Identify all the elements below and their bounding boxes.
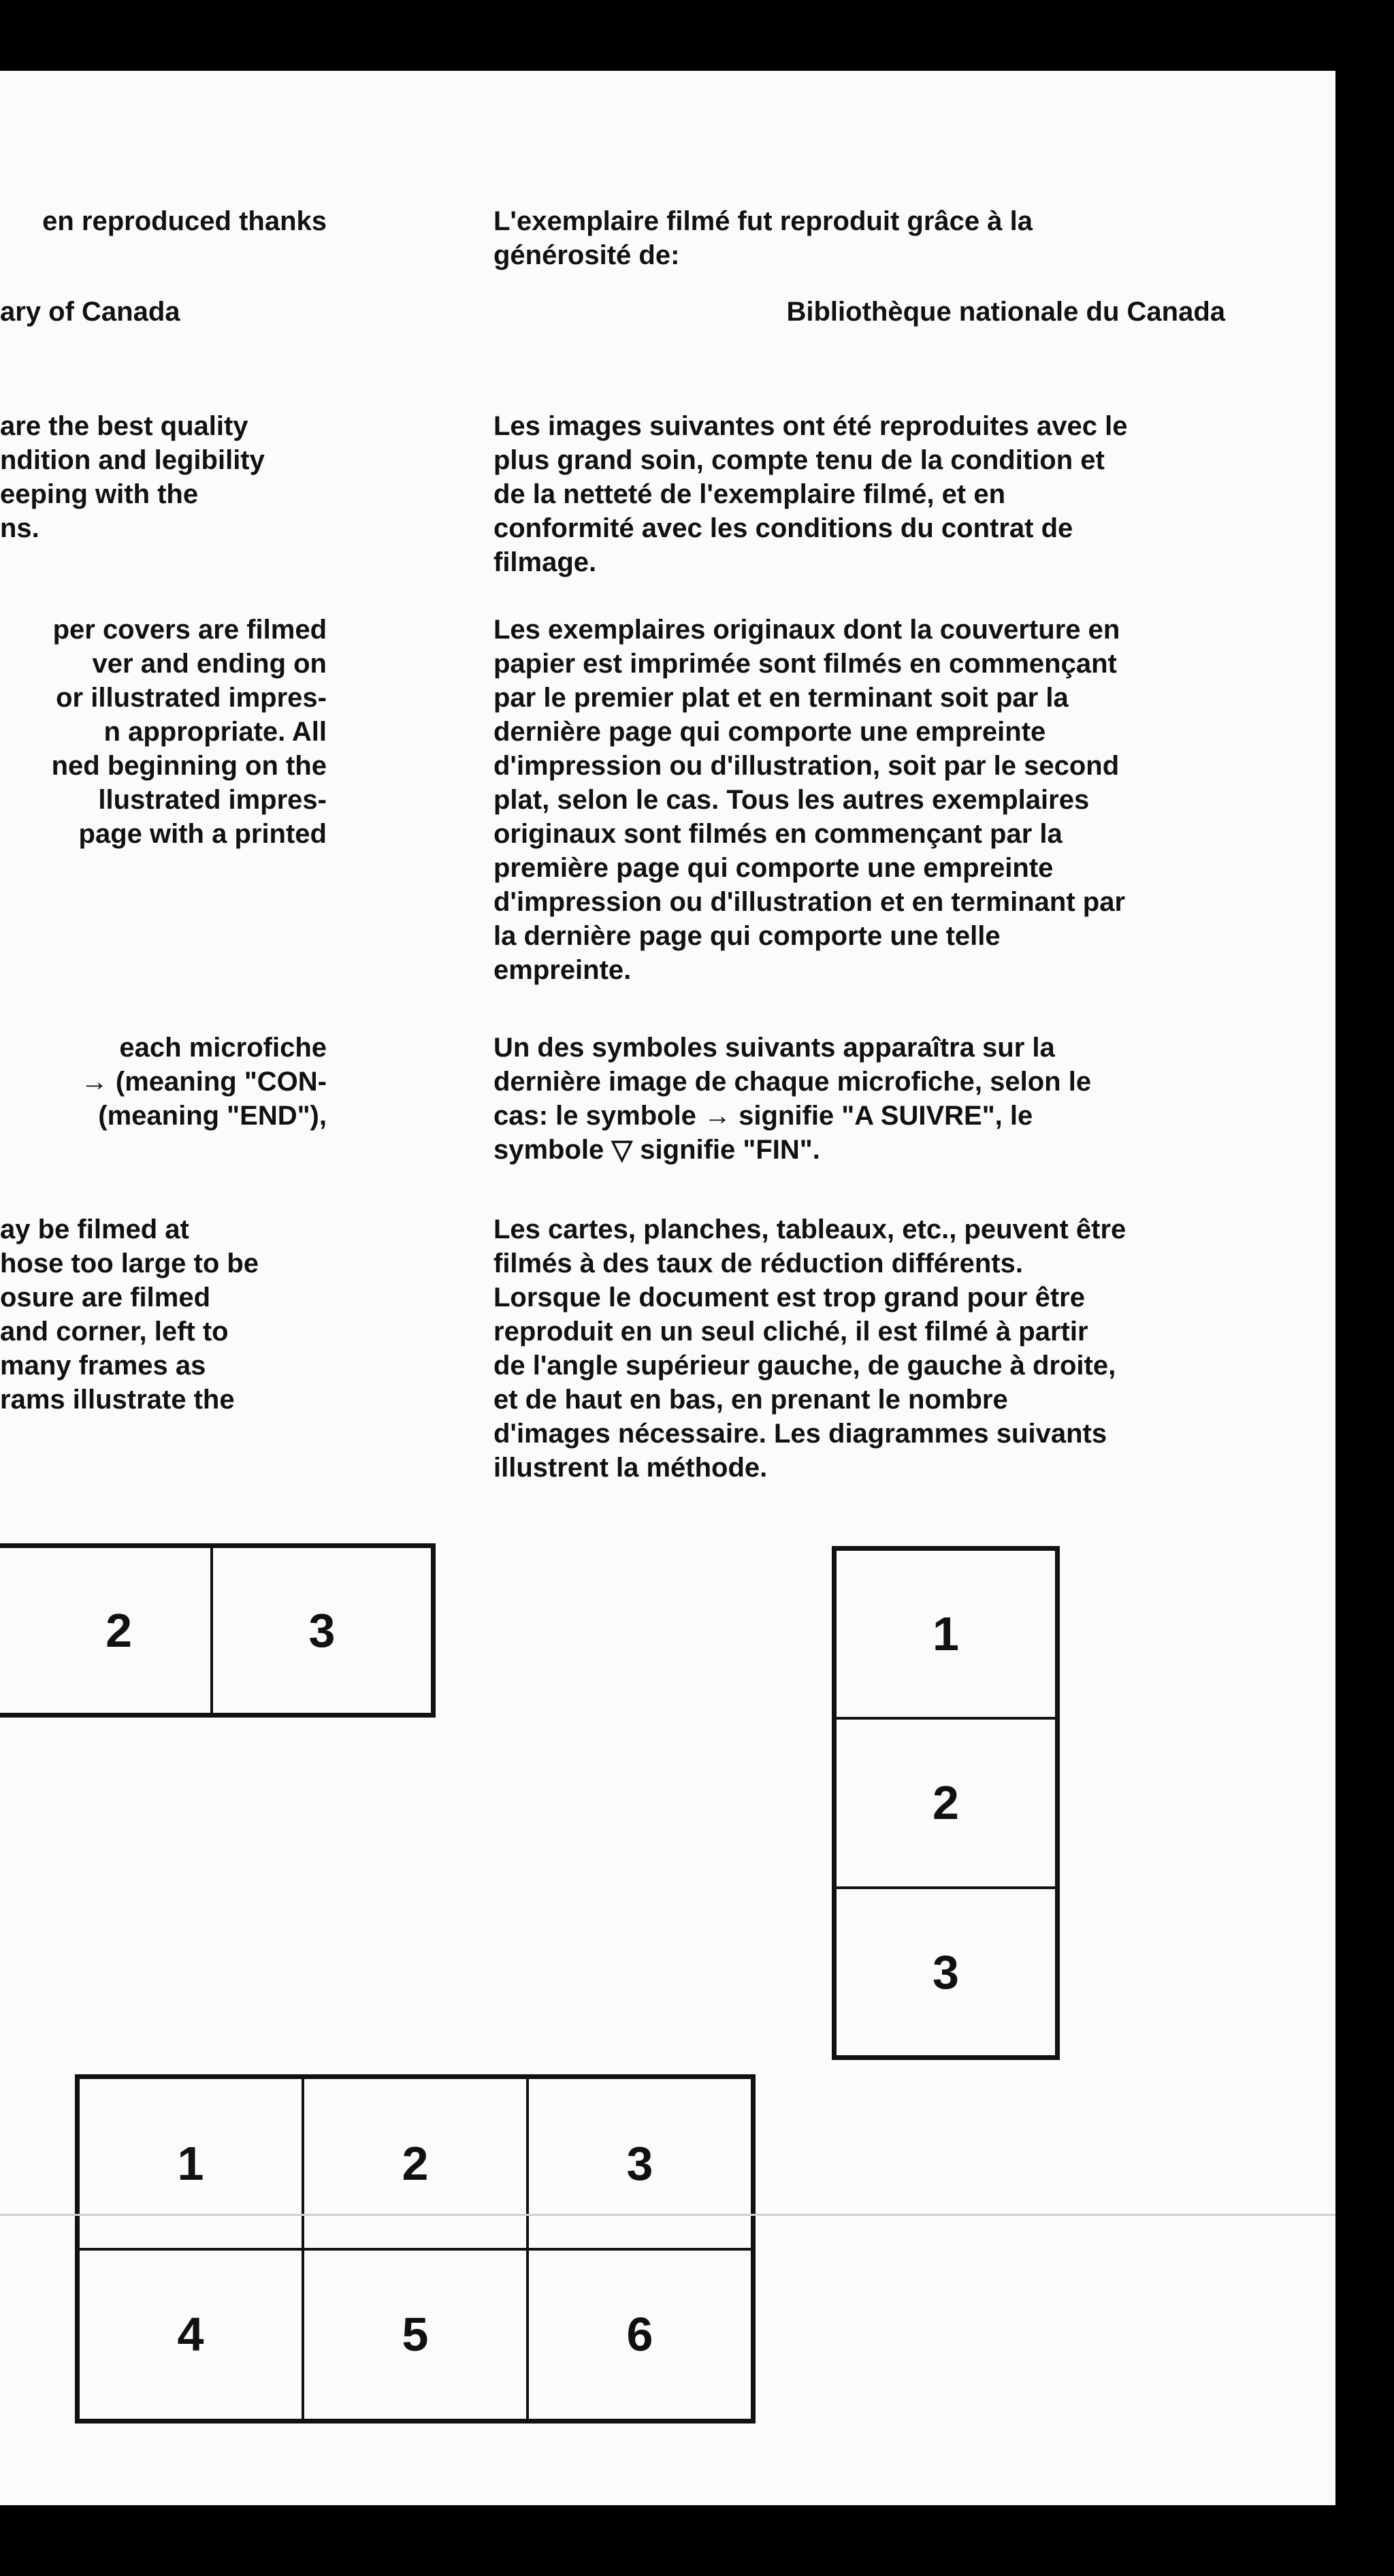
left-paragraph-3: are the best quality ndition and legibility eeping with the ns. — [0, 411, 265, 543]
frame-5: 5 — [303, 2249, 528, 2421]
left-paragraph-1: en reproduced thanks — [42, 206, 327, 236]
frame-3: 3 — [528, 2078, 752, 2249]
diagram-vertical — [832, 1546, 1060, 2060]
right-paragraph-6: Les cartes, planches, tableaux, etc., peuvent être filmés à des taux de réduction différents. Lorsque le document est trop grand pour être reproduit en un seul cliché, il est filmé à partir de l'angle supérieur gauche, de gauche à droite, et de haut en bas, en prenant le nombre d'images nécessaire. Les diagrammes suivants illustrent la méthode. — [493, 1214, 1126, 1483]
frame-2: 2 — [303, 2078, 528, 2249]
left-paragraph-2: ary of Canada — [0, 297, 180, 327]
right-paragraph-2: Bibliothèque nationale du Canada — [786, 297, 1225, 327]
frame-1: 1 — [78, 2078, 303, 2249]
frame-4: 4 — [78, 2249, 303, 2421]
right-paragraph-4: Les exemplaires originaux dont la couverture en papier est imprimée sont filmés en commençant par le premier plat et en terminant soit par la dernière page qui comporte une empreinte d'impression ou d'illustration, soit par le second plat, selon le cas. Tous les autres exemplaires originaux sont filmés en commençant par la première page qui comporte une empreinte d'impression ou d'illustration et en terminant par la dernière page qui comporte une telle empreinte. — [493, 615, 1126, 985]
left-paragraph-5: each microfiche → (meaning "CON- (meaning "END"), — [80, 1033, 327, 1131]
scan-line — [0, 2214, 1335, 2216]
frame-3: 3 — [212, 1547, 432, 1714]
frame-1: 1 — [835, 1549, 1056, 1718]
right-paragraph-1: L'exemplaire filmé fut reproduit grâce à la générosité de: — [493, 206, 1033, 270]
right-paragraph-3: Les images suivantes ont été reproduites avec le plus grand soin, compte tenu de la condition et de la netteté de l'exemplaire filmé, et en conformité avec les conditions du contrat de filmage. — [493, 411, 1128, 577]
frame-3: 3 — [835, 1888, 1056, 2057]
frame-2: 2 — [0, 1547, 212, 1714]
frame-6: 6 — [528, 2249, 752, 2421]
right-paragraph-5: Un des symboles suivants apparaîtra sur la dernière image de chaque microfiche, selon le cas: le symbole → signifie "A SUIVRE", le symbole ▽ signifie "FIN". — [493, 1033, 1092, 1165]
left-paragraph-6: ay be filmed at hose too large to be osure are filmed and corner, left to many frames as rams illustrate the — [0, 1214, 259, 1415]
diagram-grid — [75, 2074, 756, 2424]
frame-2: 2 — [835, 1718, 1056, 1887]
document-page — [0, 71, 1335, 2505]
diagram-horizontal — [0, 1543, 436, 1718]
scan-border — [1335, 71, 1394, 2505]
left-paragraph-4: per covers are filmed ver and ending on or illustrated impres- n appropriate. All ned beginning on the llustrated impres- page with a printed — [51, 615, 327, 849]
